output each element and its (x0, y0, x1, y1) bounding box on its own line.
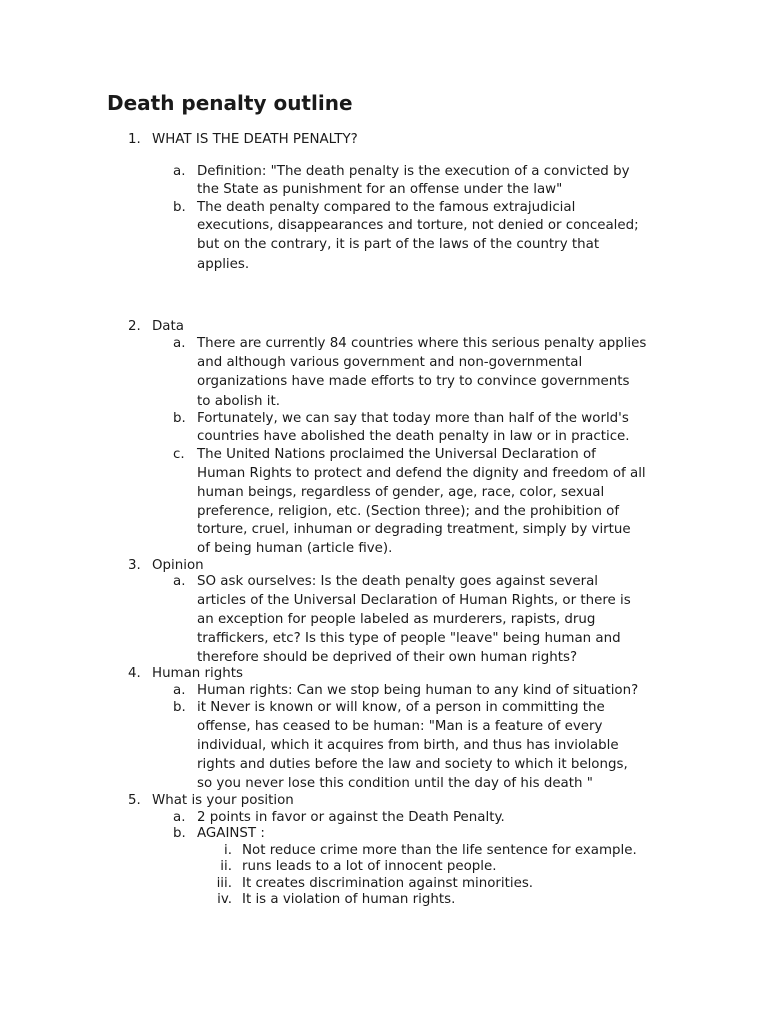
section-heading: What is your position (152, 793, 294, 808)
section-number: 1. (128, 132, 141, 147)
item-text-line: traffickers, etc? Is this type of people "leave" being human and (197, 631, 621, 646)
item-text-line: offense, has ceased to be human: "Man is a feature of every (197, 719, 603, 734)
subitem-text: Not reduce crime more than the life sentence for example. (242, 843, 637, 858)
section-number: 2. (128, 319, 141, 334)
section-number: 4. (128, 666, 141, 681)
subitem-numeral: iii. (216, 876, 232, 891)
item-letter: a. (173, 683, 186, 698)
item-text-line: Human Rights to protect and defend the dignity and freedom of all (197, 466, 646, 481)
item-text-line: but on the contrary, it is part of the laws of the country that (197, 237, 600, 252)
item-text-line: There are currently 84 countries where this serious penalty applies (197, 336, 647, 351)
item-letter: a. (173, 574, 186, 589)
subitem-text: It creates discrimination against minorities. (242, 876, 534, 891)
item-text-line: SO ask ourselves: Is the death penalty goes against several (197, 574, 599, 589)
section-heading: Human rights (152, 666, 243, 681)
item-text-line: Definition: "The death penalty is the execution of a convicted by (197, 164, 630, 179)
item-text-line: so you never lose this condition until the day of his death " (197, 776, 593, 791)
item-letter: b. (173, 826, 186, 841)
item-text-line: and although various government and non-governmental (197, 355, 583, 370)
item-letter: b. (173, 700, 186, 715)
item-text-line: therefore should be deprived of their own human rights? (197, 650, 578, 665)
item-text-line: Human rights: Can we stop being human to any kind of situation? (197, 683, 639, 698)
item-letter: a. (173, 164, 186, 179)
item-text-line: countries have abolished the death penalty in law or in practice. (197, 429, 630, 444)
document-title: Death penalty outline (107, 91, 353, 115)
item-text-line: The United Nations proclaimed the Universal Declaration of (197, 447, 596, 462)
section-heading: Data (152, 319, 184, 334)
item-text-line: rights and duties before the law and society to which it belongs, (197, 757, 628, 772)
item-text-line: it Never is known or will know, of a person in committing the (197, 700, 605, 715)
item-letter: c. (173, 447, 185, 462)
item-letter: b. (173, 200, 186, 215)
section-number: 5. (128, 793, 141, 808)
subitem-text: It is a violation of human rights. (242, 892, 456, 907)
subitem-numeral: i. (224, 843, 232, 858)
item-text-line: executions, disappearances and torture, not denied or concealed; (197, 218, 639, 233)
item-text-line: the State as punishment for an offense under the law" (197, 182, 563, 197)
item-text-line: preference, religion, etc. (Section three); and the prohibition of (197, 504, 620, 519)
item-text-line: Fortunately, we can say that today more than half of the world's (197, 411, 629, 426)
item-text-line: individual, which it acquires from birth, and thus has inviolable (197, 738, 619, 753)
subitem-text: runs leads to a lot of innocent people. (242, 859, 497, 874)
item-text-line: an exception for people labeled as murderers, rapists, drug (197, 612, 596, 627)
section-number: 3. (128, 558, 141, 573)
item-text-line: articles of the Universal Declaration of Human Rights, or there is (197, 593, 631, 608)
item-text-line: The death penalty compared to the famous extrajudicial (197, 200, 576, 215)
item-text-line: 2 points in favor or against the Death Penalty. (197, 810, 505, 825)
item-letter: a. (173, 336, 186, 351)
section-heading: Opinion (152, 558, 204, 573)
item-text-line: to abolish it. (197, 394, 280, 409)
section-heading: WHAT IS THE DEATH PENALTY? (152, 132, 358, 147)
item-text-line: torture, cruel, inhuman or degrading treatment, simply by virtue (197, 522, 631, 537)
subitem-numeral: iv. (217, 892, 232, 907)
item-text-line: of being human (article five). (197, 541, 393, 556)
item-text-line: AGAINST : (197, 826, 265, 841)
item-text-line: applies. (197, 257, 250, 272)
item-text-line: organizations have made efforts to try to convince governments (197, 374, 630, 389)
subitem-numeral: ii. (220, 859, 232, 874)
item-letter: a. (173, 810, 186, 825)
item-letter: b. (173, 411, 186, 426)
item-text-line: human beings, regardless of gender, age, race, color, sexual (197, 485, 605, 500)
